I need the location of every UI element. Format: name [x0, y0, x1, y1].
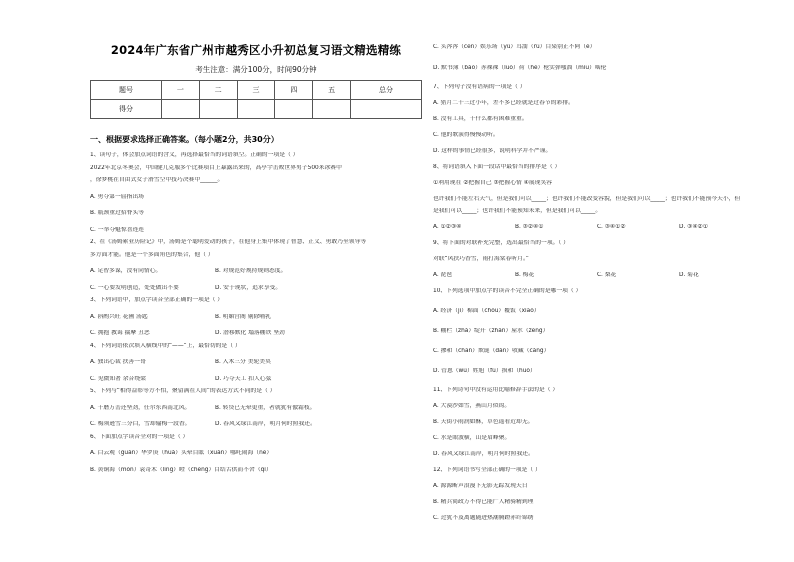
answer-option[interactable]: D. ③④②① — [679, 224, 708, 230]
question-text: 对联“风扶巧香雪，雨打海棠春听月。” — [433, 256, 529, 262]
answer-option-row — [433, 224, 763, 231]
question-text: 7、下列句子没有语病的一项是（ ） — [433, 84, 526, 90]
answer-option-row — [90, 421, 422, 428]
page-title: 2024年广东省广州市越秀区小升初总复习语文精选精练 — [110, 43, 402, 57]
answer-option[interactable]: C. 拥抱 教诲 揣摩 丑恶 — [90, 330, 150, 336]
question-text: 12、下列词语书写全部正确的一项是（ ） — [433, 467, 541, 473]
answer-option[interactable]: C. 梅须逊雪三分白，雪却输梅一段香。 — [90, 421, 191, 427]
answer-option-row — [90, 376, 422, 383]
score-table-header-row — [91, 81, 422, 100]
question-text: 6、下面加点字读音全对的一项是（ ） — [90, 433, 189, 440]
answer-option[interactable]: D. 默书簿（bào）赤裸裸（luǒ）荷（hè）枪实弹嗤溜（mǐu）啮伦 — [433, 65, 607, 71]
answer-option[interactable]: C. 一举夺魁惊喜连连 — [90, 226, 145, 233]
score-cell: 一 — [161, 81, 199, 100]
answer-option[interactable]: A. 千磨万击还坚劲，任尔东西南北风。 — [90, 404, 191, 411]
question-text: 10、下列选项中加点字的读音不完全正确的是哪一项（ ） — [433, 288, 582, 294]
answer-option[interactable]: C. 掺和（chān）欺诞（dàn）收藏（cáng） — [433, 348, 550, 354]
answer-option-row — [90, 314, 422, 321]
question-text: 是我们可以_____；也许我们不能预知未来，但是我们可以_____。 — [433, 208, 602, 214]
answer-option-row — [90, 268, 422, 275]
answer-option[interactable]: C. 头涔涔（cén）娱乐场（yú）耳濡（rú）目染别正不阿（ē） — [433, 44, 596, 50]
answer-option[interactable]: C. 过犹不及离题随进热潮腾蹬赤纤锦绣 — [433, 515, 534, 521]
answer-option[interactable]: A. 独出心裁 扶善一哥 — [90, 359, 146, 365]
answer-option[interactable]: D. 这样的事情已经很多，说明科学并不严谨。 — [433, 148, 552, 154]
answer-option[interactable]: A. 斟酌兴旺 花圃 汤匙 — [90, 313, 148, 320]
question-text: 多方面才能。他是一个多面角色的集合，他（ ） — [90, 251, 214, 258]
section-heading: 一、根据要求选择正确答案。（每小题2分，共30分） — [90, 135, 279, 144]
score-cell: 总分 — [351, 81, 422, 100]
question-text: 1、读句子，体会加点词语的含义，再选择最恰当的词语填空。正确的一项是（ ） — [90, 152, 299, 158]
answer-option[interactable]: D. 春风又绿江南岸，明月何时照我还。 — [433, 451, 534, 457]
score-input-cell[interactable] — [161, 100, 199, 119]
answer-option[interactable]: B. 棚栏（zhà）绽开（zhàn）屋水（zēng） — [433, 328, 549, 334]
answer-option[interactable]: B. 梅花 — [515, 272, 535, 278]
answer-option[interactable]: A. 源源断声浪漫下无影无踪发现天日 — [433, 483, 528, 489]
question-text: ，徐梦桃在自由式女子滑雪空中技巧决赛中______。 — [90, 177, 224, 183]
question-text: 9、将下面的对联补充完整，选出最恰当的一项。（ ） — [433, 240, 569, 246]
answer-option[interactable]: C. 他的歌演得慢慢动听。 — [433, 132, 499, 138]
answer-option[interactable]: B. 精兵简政万不得已能广人精骑精到理 — [433, 499, 534, 505]
answer-option[interactable]: B. 瓶颈重过招脊头等 — [90, 210, 145, 216]
answer-option[interactable]: A. 足智多谋，没有同情心。 — [90, 268, 162, 274]
score-cell: 题号 — [91, 81, 162, 100]
answer-option[interactable]: D. 菊花 — [679, 272, 699, 278]
answer-option[interactable]: A. 猎月二十三过小年，差不多已经就是过春节的彩排。 — [433, 100, 574, 106]
score-input-cell[interactable] — [199, 100, 237, 119]
question-text: 3、下列词语中，加点字读音全部正确的一项是（ ） — [90, 297, 224, 303]
answer-option[interactable]: B. 入木三分 美轮美奂 — [215, 359, 271, 365]
answer-option[interactable]: A. ①②③④ — [433, 224, 462, 230]
left-column — [90, 40, 422, 474]
score-input-cell[interactable] — [351, 100, 422, 119]
answer-option[interactable]: A. 勇夺第一屈指出场 — [90, 193, 144, 200]
answer-option[interactable]: C. 见微知著 余音绕梁 — [90, 375, 146, 382]
answer-option[interactable]: D. 巧夺天工 扣人心弦 — [215, 375, 272, 382]
question-text: 5、下列与“相得益彰等方不怕，聚留满在人间”的表达方式不同的是（ ） — [90, 388, 276, 394]
score-table — [90, 80, 422, 119]
question-text: 2、在《汤姆索亚历险记》中，汤姆是个聪明爱动的孩子，在他身上集中体现了智慧、正义、勇敢乃至领导等 — [90, 239, 367, 245]
question-text: 也许我们不能左右天气，但是我们可以_____；也许我们不能改变容貌，但是我们可以_____；也许我们不能预今天小，但 — [433, 196, 741, 202]
answer-option[interactable]: B. 明媚宫阁 剔除哺乳 — [215, 313, 271, 320]
answer-option[interactable]: C. ③④①② — [597, 224, 626, 230]
answer-option-row — [90, 285, 422, 292]
answer-option[interactable]: B. 黄铜海（mǒn）袁奇术（líng）瞪（chēng）目结舌供而不舍（qì） — [90, 466, 272, 473]
answer-option[interactable]: D. 潜移默化 塌落棚铁 坚劲 — [215, 330, 285, 336]
question-text: 2022年北京冬奥会，中国健儿克服多个比赛项目上暴露出来的，高亭宇击败世界男子500米冰赛中 — [90, 164, 342, 171]
score-table-score-row — [91, 100, 422, 119]
answer-option-row — [90, 330, 422, 337]
answer-option[interactable]: C. 梨花 — [597, 272, 617, 278]
answer-option-row — [433, 272, 763, 279]
question-text: 8、将词语填入下面一段话中最恰当的排序是（ ） — [433, 164, 561, 170]
score-input-cell[interactable] — [275, 100, 313, 119]
score-input-cell[interactable] — [237, 100, 275, 119]
answer-option[interactable]: D. 管恩（wù）姓旭（fú）损和（huò） — [433, 368, 536, 374]
answer-option[interactable]: C. 水是眼波横，山是眉峰聚。 — [433, 435, 511, 441]
score-cell: 五 — [313, 81, 351, 100]
score-cell: 三 — [237, 81, 275, 100]
answer-option-row — [90, 405, 422, 412]
answer-option[interactable]: B. 天街小雨润如酥，草色遥看近却无。 — [433, 419, 534, 425]
answer-option[interactable]: C. 一心要发明创造，处处做出不要 — [90, 284, 179, 291]
answer-option[interactable]: B. 没有工具，干什么都有困难重重。 — [433, 116, 528, 122]
answer-option[interactable]: D. 春风又绿江南岸，明月何时照我还。 — [215, 421, 316, 427]
answer-option-row — [90, 359, 422, 366]
score-input-cell[interactable] — [313, 100, 351, 119]
question-text: 4、下列词语依次填入横线中的“——”上，最恰切的是（ ） — [90, 342, 241, 349]
score-cell: 得分 — [91, 100, 162, 119]
answer-option[interactable]: A. 大漠沙如雪，燕山月似钩。 — [433, 403, 511, 409]
answer-option[interactable]: A. 白云观（guàn）华罗庚（huà）头晕目眩（xuàn）哪吒闹海（né） — [90, 450, 273, 456]
answer-option[interactable]: B. 转贷已无晕更重，者就犹有傲霜枝。 — [215, 404, 316, 411]
right-column — [433, 40, 763, 522]
word-choices: ①利用现在 ②把握自己 ③把握心情 ④展现笑容 — [433, 180, 553, 186]
answer-option[interactable]: A. 经济（jì）棉面（chóu）覆饭（xiāo） — [433, 308, 540, 314]
question-text: 11、下列诗句中没有运用比喻修辞手法的是（ ） — [433, 387, 559, 393]
score-cell: 二 — [199, 81, 237, 100]
answer-option[interactable]: D. 安于现状，追求享受。 — [215, 284, 282, 291]
answer-option[interactable]: B. 对规范好规持规则态度。 — [215, 268, 287, 274]
answer-option[interactable]: A. 琵琶 — [433, 272, 453, 278]
answer-option[interactable]: B. ③②④① — [515, 224, 544, 230]
exam-notice: 考生注意：满分100分，时间90分钟 — [195, 65, 317, 74]
score-cell: 四 — [275, 81, 313, 100]
